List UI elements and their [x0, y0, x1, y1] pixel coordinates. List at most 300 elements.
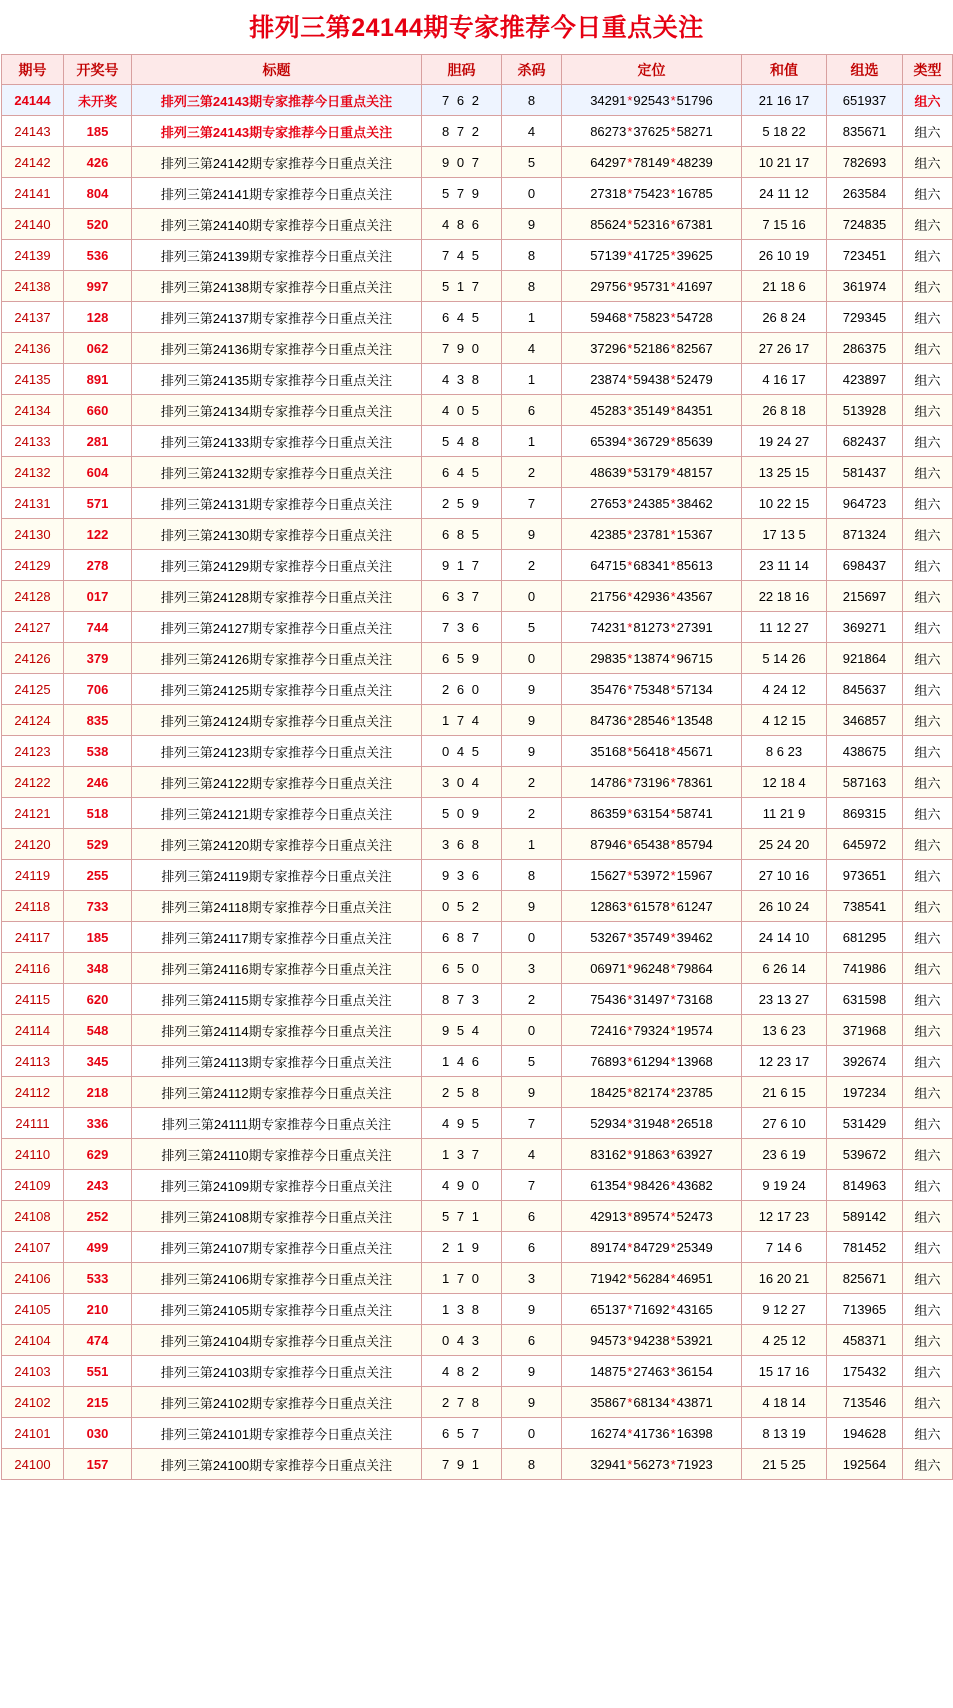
- cell-pos: 42913*89574*52473: [562, 1201, 742, 1232]
- cell-type: 组六: [903, 1139, 953, 1170]
- cell-pos: 61354*98426*43682: [562, 1170, 742, 1201]
- cell-type: 组六: [903, 643, 953, 674]
- cell-sum: 26 10 24: [742, 891, 827, 922]
- cell-type: 组六: [903, 1170, 953, 1201]
- cell-type: 组六: [903, 1263, 953, 1294]
- cell-title[interactable]: 排列三第24104期专家推荐今日重点关注: [132, 1325, 422, 1356]
- cell-pos: 35168*56418*45671: [562, 736, 742, 767]
- cell-type: 组六: [903, 1232, 953, 1263]
- cell-sum: 13 25 15: [742, 457, 827, 488]
- cell-sha: 7: [502, 1108, 562, 1139]
- cell-zu: 738541: [827, 891, 903, 922]
- cell-dan: 9 3 6: [422, 860, 502, 891]
- cell-type: 组六: [903, 674, 953, 705]
- table-row[interactable]: [2, 1387, 953, 1418]
- cell-type: 组六: [903, 395, 953, 426]
- table-row[interactable]: [2, 364, 953, 395]
- table-row[interactable]: [2, 643, 953, 674]
- cell-open-number: 538: [64, 736, 132, 767]
- table-row[interactable]: [2, 1015, 953, 1046]
- cell-sum: 7 15 16: [742, 209, 827, 240]
- cell-open-number: 629: [64, 1139, 132, 1170]
- table-row[interactable]: [2, 333, 953, 364]
- cell-type: 组六: [903, 209, 953, 240]
- cell-sha: 0: [502, 1015, 562, 1046]
- cell-open-number: 210: [64, 1294, 132, 1325]
- cell-type: 组六: [903, 953, 953, 984]
- cell-type: 组六: [903, 85, 953, 116]
- cell-sum: 9 19 24: [742, 1170, 827, 1201]
- cell-type: 组六: [903, 519, 953, 550]
- cell-sha: 2: [502, 767, 562, 798]
- cell-issue: 24144: [2, 85, 64, 116]
- table-row[interactable]: [2, 209, 953, 240]
- cell-pos: 21756*42936*43567: [562, 581, 742, 612]
- cell-issue: 24107: [2, 1232, 64, 1263]
- cell-sum: 26 8 24: [742, 302, 827, 333]
- table-row[interactable]: [2, 829, 953, 860]
- cell-title[interactable]: 排列三第24118期专家推荐今日重点关注: [132, 891, 422, 922]
- table-row[interactable]: [2, 550, 953, 581]
- cell-open-number: 128: [64, 302, 132, 333]
- table-row[interactable]: [2, 519, 953, 550]
- cell-dan: 2 5 9: [422, 488, 502, 519]
- cell-pos: 32941*56273*71923: [562, 1449, 742, 1480]
- cell-open-number: 336: [64, 1108, 132, 1139]
- cell-title[interactable]: 排列三第24109期专家推荐今日重点关注: [132, 1170, 422, 1201]
- cell-issue: 24118: [2, 891, 64, 922]
- table-row[interactable]: [2, 1077, 953, 1108]
- cell-dan: 9 1 7: [422, 550, 502, 581]
- table-row[interactable]: [2, 1263, 953, 1294]
- cell-pos: 52934*31948*26518: [562, 1108, 742, 1139]
- cell-sum: 27 6 10: [742, 1108, 827, 1139]
- cell-title[interactable]: 排列三第24106期专家推荐今日重点关注: [132, 1263, 422, 1294]
- cell-sha: 2: [502, 457, 562, 488]
- cell-issue: 24108: [2, 1201, 64, 1232]
- table-row[interactable]: [2, 178, 953, 209]
- cell-sha: 6: [502, 395, 562, 426]
- cell-title[interactable]: 排列三第24135期专家推荐今日重点关注: [132, 364, 422, 395]
- cell-sum: 7 14 6: [742, 1232, 827, 1263]
- table-row[interactable]: [2, 1325, 953, 1356]
- cell-sum: 21 5 25: [742, 1449, 827, 1480]
- cell-sum: 24 14 10: [742, 922, 827, 953]
- cell-sha: 0: [502, 581, 562, 612]
- table-row[interactable]: [2, 705, 953, 736]
- cell-open-number: 345: [64, 1046, 132, 1077]
- cell-pos: 85624*52316*67381: [562, 209, 742, 240]
- cell-open-number: 620: [64, 984, 132, 1015]
- cell-title[interactable]: 排列三第24112期专家推荐今日重点关注: [132, 1077, 422, 1108]
- cell-title[interactable]: 排列三第24127期专家推荐今日重点关注: [132, 612, 422, 643]
- cell-sum: 27 26 17: [742, 333, 827, 364]
- cell-title[interactable]: 排列三第24141期专家推荐今日重点关注: [132, 178, 422, 209]
- cell-zu: 581437: [827, 457, 903, 488]
- cell-dan: 3 6 8: [422, 829, 502, 860]
- cell-title[interactable]: 排列三第24143期专家推荐今日重点关注: [132, 85, 422, 116]
- cell-open-number: 706: [64, 674, 132, 705]
- cell-pos: 59468*75823*54728: [562, 302, 742, 333]
- cell-dan: 6 4 5: [422, 457, 502, 488]
- cell-title[interactable]: 排列三第24100期专家推荐今日重点关注: [132, 1449, 422, 1480]
- cell-title[interactable]: 排列三第24119期专家推荐今日重点关注: [132, 860, 422, 891]
- cell-pos: 87946*65438*85794: [562, 829, 742, 860]
- cell-pos: 64297*78149*48239: [562, 147, 742, 178]
- cell-zu: 713965: [827, 1294, 903, 1325]
- table-row[interactable]: [2, 798, 953, 829]
- cell-title[interactable]: 排列三第24107期专家推荐今日重点关注: [132, 1232, 422, 1263]
- table-row[interactable]: [2, 1356, 953, 1387]
- cell-sha: 9: [502, 1387, 562, 1418]
- table-row[interactable]: [2, 1046, 953, 1077]
- cell-type: 组六: [903, 1325, 953, 1356]
- cell-sha: 9: [502, 1294, 562, 1325]
- cell-dan: 6 8 7: [422, 922, 502, 953]
- table-row[interactable]: [2, 1232, 953, 1263]
- cell-pos: 27653*24385*38462: [562, 488, 742, 519]
- cell-pos: 89174*84729*25349: [562, 1232, 742, 1263]
- cell-issue: 24123: [2, 736, 64, 767]
- cell-issue: 24125: [2, 674, 64, 705]
- cell-sum: 10 21 17: [742, 147, 827, 178]
- page-title: 排列三第24144期专家推荐今日重点关注: [249, 14, 704, 42]
- cell-sha: 2: [502, 798, 562, 829]
- cell-sha: 9: [502, 209, 562, 240]
- cell-dan: 4 9 0: [422, 1170, 502, 1201]
- cell-issue: 24121: [2, 798, 64, 829]
- table-row[interactable]: [2, 302, 953, 333]
- column-header-pos: 定位: [562, 55, 742, 85]
- column-header-sha: 杀码: [502, 55, 562, 85]
- cell-open-number: 122: [64, 519, 132, 550]
- cell-dan: 7 4 5: [422, 240, 502, 271]
- cell-sha: 1: [502, 426, 562, 457]
- cell-title[interactable]: 排列三第24129期专家推荐今日重点关注: [132, 550, 422, 581]
- cell-sha: 9: [502, 674, 562, 705]
- table-row[interactable]: [2, 767, 953, 798]
- cell-sum: 21 16 17: [742, 85, 827, 116]
- cell-type: 组六: [903, 1418, 953, 1449]
- cell-zu: 729345: [827, 302, 903, 333]
- table-row[interactable]: [2, 860, 953, 891]
- cell-sum: 19 24 27: [742, 426, 827, 457]
- cell-type: 组六: [903, 1108, 953, 1139]
- cell-dan: 2 7 8: [422, 1387, 502, 1418]
- cell-title[interactable]: 排列三第24102期专家推荐今日重点关注: [132, 1387, 422, 1418]
- cell-sum: 12 18 4: [742, 767, 827, 798]
- cell-title[interactable]: 排列三第24132期专家推荐今日重点关注: [132, 457, 422, 488]
- cell-type: 组六: [903, 302, 953, 333]
- cell-title[interactable]: 排列三第24130期专家推荐今日重点关注: [132, 519, 422, 550]
- cell-dan: 1 7 4: [422, 705, 502, 736]
- cell-type: 组六: [903, 147, 953, 178]
- cell-zu: 423897: [827, 364, 903, 395]
- cell-open-number: 835: [64, 705, 132, 736]
- cell-title[interactable]: 排列三第24128期专家推荐今日重点关注: [132, 581, 422, 612]
- cell-zu: 587163: [827, 767, 903, 798]
- cell-zu: 361974: [827, 271, 903, 302]
- cell-dan: 6 8 5: [422, 519, 502, 550]
- cell-open-number: 733: [64, 891, 132, 922]
- cell-sha: 8: [502, 1449, 562, 1480]
- cell-zu: 645972: [827, 829, 903, 860]
- cell-issue: 24115: [2, 984, 64, 1015]
- cell-sum: 4 25 12: [742, 1325, 827, 1356]
- cell-title[interactable]: 排列三第24142期专家推荐今日重点关注: [132, 147, 422, 178]
- cell-dan: 4 8 6: [422, 209, 502, 240]
- cell-sum: 4 18 14: [742, 1387, 827, 1418]
- cell-dan: 2 1 9: [422, 1232, 502, 1263]
- cell-issue: 24129: [2, 550, 64, 581]
- cell-zu: 845637: [827, 674, 903, 705]
- table-row[interactable]: [2, 612, 953, 643]
- cell-title[interactable]: 排列三第24123期专家推荐今日重点关注: [132, 736, 422, 767]
- cell-type: 组六: [903, 1449, 953, 1480]
- cell-sum: 4 12 15: [742, 705, 827, 736]
- cell-title[interactable]: 排列三第24108期专家推荐今日重点关注: [132, 1201, 422, 1232]
- cell-open-number: 157: [64, 1449, 132, 1480]
- cell-issue: 24142: [2, 147, 64, 178]
- table-row[interactable]: [2, 240, 953, 271]
- cell-dan: 3 0 4: [422, 767, 502, 798]
- cell-pos: 06971*96248*79864: [562, 953, 742, 984]
- table-row[interactable]: [2, 1201, 953, 1232]
- cell-sum: 26 8 18: [742, 395, 827, 426]
- cell-pos: 16274*41736*16398: [562, 1418, 742, 1449]
- cell-title[interactable]: 排列三第24124期专家推荐今日重点关注: [132, 705, 422, 736]
- table-row[interactable]: [2, 891, 953, 922]
- table-row[interactable]: [2, 581, 953, 612]
- cell-pos: 94573*94238*53921: [562, 1325, 742, 1356]
- cell-sha: 4: [502, 1139, 562, 1170]
- cell-open-number: 604: [64, 457, 132, 488]
- cell-type: 组六: [903, 1201, 953, 1232]
- cell-type: 组六: [903, 860, 953, 891]
- cell-sha: 2: [502, 550, 562, 581]
- cell-zu: 835671: [827, 116, 903, 147]
- cell-title[interactable]: 排列三第24121期专家推荐今日重点关注: [132, 798, 422, 829]
- cell-dan: 5 7 1: [422, 1201, 502, 1232]
- cell-zu: 871324: [827, 519, 903, 550]
- cell-zu: 973651: [827, 860, 903, 891]
- cell-type: 组六: [903, 612, 953, 643]
- cell-zu: 194628: [827, 1418, 903, 1449]
- cell-dan: 1 3 8: [422, 1294, 502, 1325]
- cell-pos: 42385*23781*15367: [562, 519, 742, 550]
- cell-sha: 8: [502, 860, 562, 891]
- table-row[interactable]: [2, 147, 953, 178]
- cell-dan: 1 3 7: [422, 1139, 502, 1170]
- cell-sum: 4 24 12: [742, 674, 827, 705]
- table-row[interactable]: [2, 1139, 953, 1170]
- cell-issue: 24133: [2, 426, 64, 457]
- cell-issue: 24113: [2, 1046, 64, 1077]
- cell-sha: 9: [502, 891, 562, 922]
- cell-title[interactable]: 排列三第24120期专家推荐今日重点关注: [132, 829, 422, 860]
- cell-title[interactable]: 排列三第24136期专家推荐今日重点关注: [132, 333, 422, 364]
- cell-pos: 65394*36729*85639: [562, 426, 742, 457]
- cell-type: 组六: [903, 984, 953, 1015]
- cell-zu: 286375: [827, 333, 903, 364]
- cell-title[interactable]: 排列三第24125期专家推荐今日重点关注: [132, 674, 422, 705]
- cell-dan: 2 6 0: [422, 674, 502, 705]
- column-header-title: 标题: [132, 55, 422, 85]
- cell-issue: 24106: [2, 1263, 64, 1294]
- table-row[interactable]: [2, 457, 953, 488]
- cell-type: 组六: [903, 488, 953, 519]
- cell-title[interactable]: 排列三第24117期专家推荐今日重点关注: [132, 922, 422, 953]
- cell-type: 组六: [903, 178, 953, 209]
- cell-dan: 1 7 0: [422, 1263, 502, 1294]
- table-row[interactable]: [2, 488, 953, 519]
- cell-title[interactable]: 排列三第24103期专家推荐今日重点关注: [132, 1356, 422, 1387]
- cell-type: 组六: [903, 1046, 953, 1077]
- cell-issue: 24134: [2, 395, 64, 426]
- cell-type: 组六: [903, 240, 953, 271]
- cell-zu: 782693: [827, 147, 903, 178]
- cell-dan: 0 4 5: [422, 736, 502, 767]
- cell-title[interactable]: 排列三第24131期专家推荐今日重点关注: [132, 488, 422, 519]
- page-title-bar: [0, 0, 953, 54]
- cell-pos: 27318*75423*16785: [562, 178, 742, 209]
- cell-sha: 1: [502, 829, 562, 860]
- cell-title[interactable]: 排列三第24113期专家推荐今日重点关注: [132, 1046, 422, 1077]
- table-row[interactable]: [2, 674, 953, 705]
- cell-sha: 9: [502, 736, 562, 767]
- table-row[interactable]: [2, 736, 953, 767]
- table-row[interactable]: [2, 922, 953, 953]
- cell-title[interactable]: 排列三第24126期专家推荐今日重点关注: [132, 643, 422, 674]
- table-row[interactable]: [2, 1108, 953, 1139]
- cell-pos: 35476*75348*57134: [562, 674, 742, 705]
- table-row[interactable]: [2, 1449, 953, 1480]
- cell-zu: 197234: [827, 1077, 903, 1108]
- cell-title[interactable]: 排列三第24114期专家推荐今日重点关注: [132, 1015, 422, 1046]
- cell-title[interactable]: 排列三第24139期专家推荐今日重点关注: [132, 240, 422, 271]
- cell-open-number: 548: [64, 1015, 132, 1046]
- cell-open-number: 062: [64, 333, 132, 364]
- table-body: [2, 85, 953, 1480]
- cell-zu: 781452: [827, 1232, 903, 1263]
- cell-zu: 215697: [827, 581, 903, 612]
- cell-title[interactable]: 排列三第24105期专家推荐今日重点关注: [132, 1294, 422, 1325]
- table-row[interactable]: [2, 1170, 953, 1201]
- cell-title[interactable]: 排列三第24143期专家推荐今日重点关注: [132, 116, 422, 147]
- cell-sha: 9: [502, 705, 562, 736]
- cell-type: 组六: [903, 1077, 953, 1108]
- cell-zu: 513928: [827, 395, 903, 426]
- table-row[interactable]: [2, 426, 953, 457]
- cell-pos: 23874*59438*52479: [562, 364, 742, 395]
- cell-sum: 10 22 15: [742, 488, 827, 519]
- cell-sum: 8 6 23: [742, 736, 827, 767]
- cell-issue: 24130: [2, 519, 64, 550]
- cell-type: 组六: [903, 550, 953, 581]
- cell-title[interactable]: 排列三第24138期专家推荐今日重点关注: [132, 271, 422, 302]
- cell-zu: 631598: [827, 984, 903, 1015]
- cell-title[interactable]: 排列三第24101期专家推荐今日重点关注: [132, 1418, 422, 1449]
- cell-issue: 24140: [2, 209, 64, 240]
- table-row[interactable]: [2, 116, 953, 147]
- cell-issue: 24100: [2, 1449, 64, 1480]
- cell-open-number: 243: [64, 1170, 132, 1201]
- cell-title[interactable]: 排列三第24134期专家推荐今日重点关注: [132, 395, 422, 426]
- cell-zu: 369271: [827, 612, 903, 643]
- cell-zu: 869315: [827, 798, 903, 829]
- cell-sum: 21 6 15: [742, 1077, 827, 1108]
- cell-pos: 14786*73196*78361: [562, 767, 742, 798]
- cell-pos: 86359*63154*58741: [562, 798, 742, 829]
- cell-pos: 86273*37625*58271: [562, 116, 742, 147]
- cell-pos: 75436*31497*73168: [562, 984, 742, 1015]
- cell-title[interactable]: 排列三第24110期专家推荐今日重点关注: [132, 1139, 422, 1170]
- cell-sha: 0: [502, 1418, 562, 1449]
- cell-dan: 8 7 2: [422, 116, 502, 147]
- cell-zu: 741986: [827, 953, 903, 984]
- cell-dan: 2 5 8: [422, 1077, 502, 1108]
- cell-title[interactable]: 排列三第24111期专家推荐今日重点关注: [132, 1108, 422, 1139]
- cell-open-number: 379: [64, 643, 132, 674]
- cell-open-number: 533: [64, 1263, 132, 1294]
- cell-zu: 438675: [827, 736, 903, 767]
- cell-open-number: 426: [64, 147, 132, 178]
- cell-dan: 6 5 0: [422, 953, 502, 984]
- cell-open-number: 529: [64, 829, 132, 860]
- cell-sha: 9: [502, 519, 562, 550]
- cell-zu: 825671: [827, 1263, 903, 1294]
- cell-title[interactable]: 排列三第24140期专家推荐今日重点关注: [132, 209, 422, 240]
- cell-sum: 27 10 16: [742, 860, 827, 891]
- cell-sum: 11 12 27: [742, 612, 827, 643]
- cell-type: 组六: [903, 891, 953, 922]
- cell-sha: 3: [502, 953, 562, 984]
- cell-type: 组六: [903, 116, 953, 147]
- cell-title[interactable]: 排列三第24137期专家推荐今日重点关注: [132, 302, 422, 333]
- cell-open-number: 660: [64, 395, 132, 426]
- table-row[interactable]: [2, 271, 953, 302]
- table-row[interactable]: [2, 984, 953, 1015]
- table-row[interactable]: [2, 395, 953, 426]
- cell-title[interactable]: 排列三第24115期专家推荐今日重点关注: [132, 984, 422, 1015]
- cell-zu: 458371: [827, 1325, 903, 1356]
- cell-open-number: 571: [64, 488, 132, 519]
- cell-sum: 17 13 5: [742, 519, 827, 550]
- cell-title[interactable]: 排列三第24122期专家推荐今日重点关注: [132, 767, 422, 798]
- cell-dan: 7 9 0: [422, 333, 502, 364]
- table-row[interactable]: [2, 85, 953, 116]
- cell-title[interactable]: 排列三第24133期专家推荐今日重点关注: [132, 426, 422, 457]
- table-row[interactable]: [2, 1294, 953, 1325]
- cell-open-number: 218: [64, 1077, 132, 1108]
- cell-sum: 8 13 19: [742, 1418, 827, 1449]
- table-row[interactable]: [2, 1418, 953, 1449]
- cell-pos: 18425*82174*23785: [562, 1077, 742, 1108]
- cell-zu: 392674: [827, 1046, 903, 1077]
- cell-issue: 24102: [2, 1387, 64, 1418]
- table-row[interactable]: [2, 953, 953, 984]
- column-header-zu: 组选: [827, 55, 903, 85]
- cell-sha: 4: [502, 333, 562, 364]
- cell-zu: 175432: [827, 1356, 903, 1387]
- cell-title[interactable]: 排列三第24116期专家推荐今日重点关注: [132, 953, 422, 984]
- cell-sha: 9: [502, 1077, 562, 1108]
- cell-open-number: 185: [64, 116, 132, 147]
- cell-pos: 57139*41725*39625: [562, 240, 742, 271]
- cell-sum: 4 16 17: [742, 364, 827, 395]
- cell-open-number: 未开奖: [64, 85, 132, 116]
- cell-dan: 4 3 8: [422, 364, 502, 395]
